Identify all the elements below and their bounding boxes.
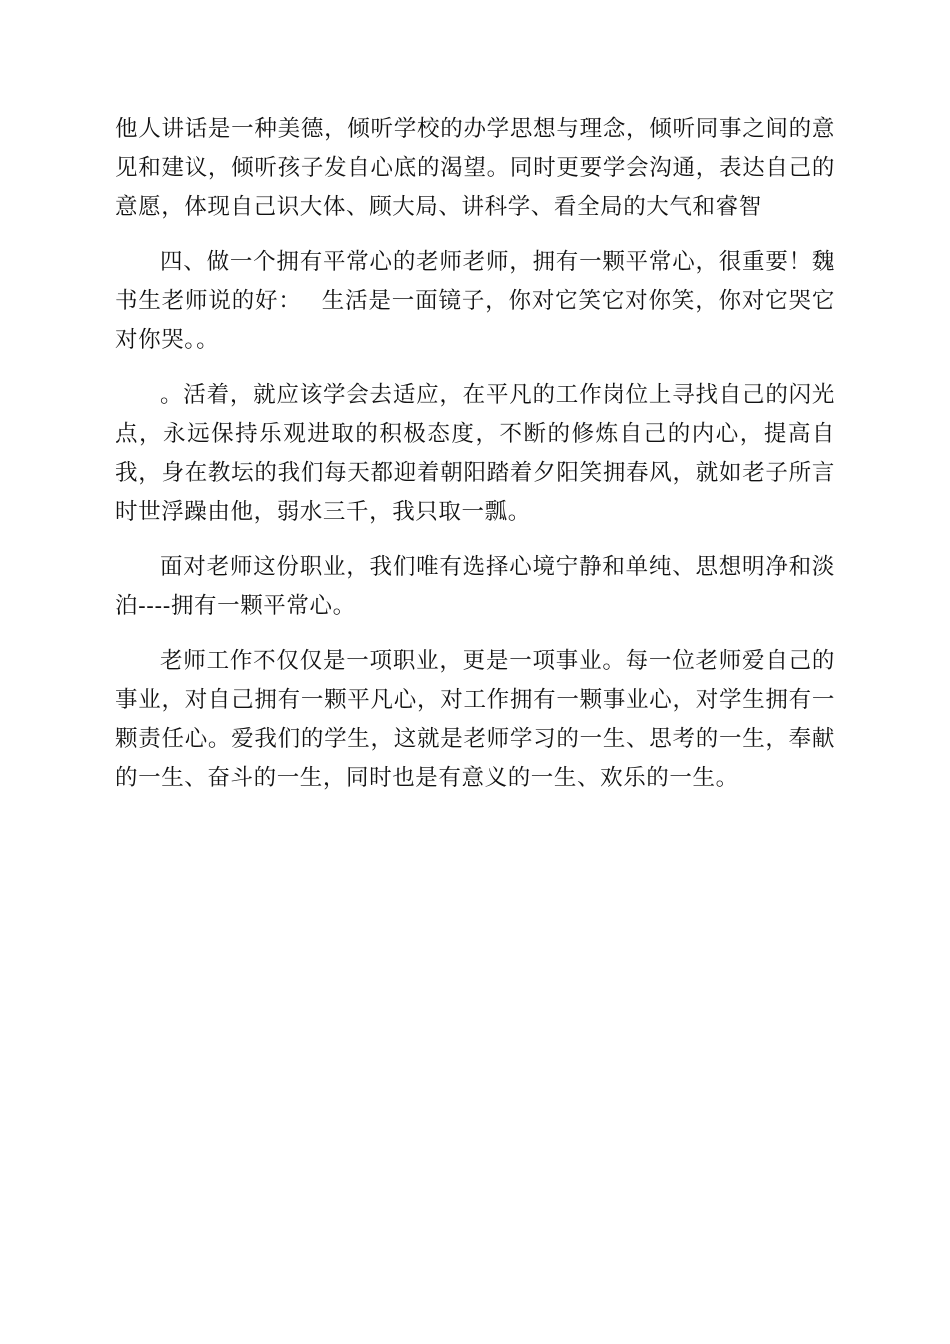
paragraph-listening: 他人讲话是一种美德，倾听学校的办学思想与理念，倾听同事之间的意见和建议，倾听孩子发自心底的渴望。同时更要学会沟通，表达自己的意愿，体现自己识大体、顾大局、讲科学、看全局的大气和睿智 [115,116,835,220]
paragraph-career: 老师工作不仅仅是一项职业，更是一项事业。每一位老师爱自己的事业，对自己拥有一颗平凡心，对工作拥有一颗事业心，对学生拥有一颗责任心。爱我们的学生，这就是老师学习的一生、思考的一生，奉献的一生、奋斗的一生，同时也是有意义的一生、欢乐的一生。 [115,648,835,791]
paragraph-ordinary-heart: 四、做一个拥有平常心的老师老师，拥有一颗平常心，很重要！魏书生老师说的好： 生活是一面镜子，你对它笑它对你笑，你对它哭它对你哭。。 [115,249,835,353]
document-body [115,110,835,814]
paragraph-living: 。活着，就应该学会去适应，在平凡的工作岗位上寻找自己的闪光点，永远保持乐观进取的积极态度，不断的修炼自己的内心，提高自我，身在教坛的我们每天都迎着朝阳踏着夕阳笑拥春风，就如老子所言时世浮躁由他，弱水三千，我只取一瓢。 [115,382,835,525]
paragraph-profession: 面对老师这份职业，我们唯有选择心境宁静和单纯、思想明净和淡泊----拥有一颗平常心。 [115,554,835,619]
